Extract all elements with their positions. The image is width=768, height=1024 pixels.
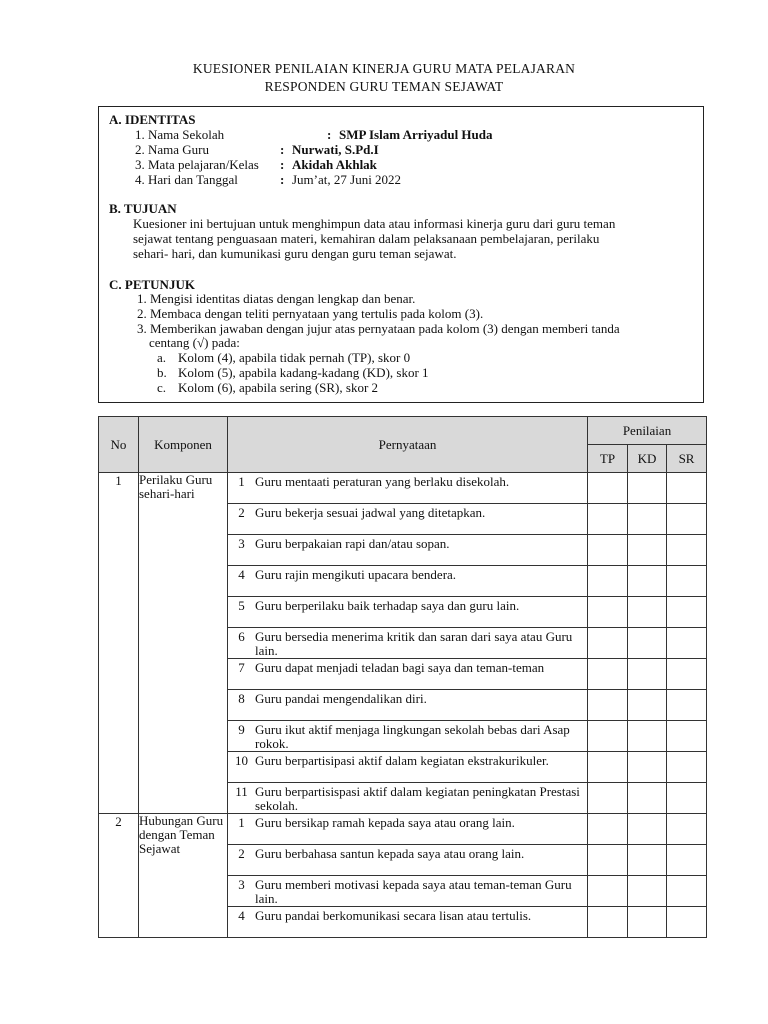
- kd-cell[interactable]: [628, 473, 667, 504]
- statement-text: Guru pandai berkomunikasi secara lisan atau tertulis.: [255, 908, 532, 923]
- statement-text: Guru bersedia menerima kritik dan saran dari saya atau Guru lain.: [255, 629, 573, 658]
- petunjuk-sub-letter: b.: [157, 365, 167, 380]
- tp-cell[interactable]: [588, 504, 628, 535]
- statement-number: 4: [238, 567, 245, 582]
- statement-text: Guru berbahasa santun kepada saya atau orang lain.: [255, 846, 525, 861]
- field-value-date: Jum’at, 27 Juni 2022: [292, 172, 402, 187]
- petunjuk-sub-text: Kolom (5), apabila kadang-kadang (KD), skor 1: [178, 365, 429, 380]
- kd-cell[interactable]: [628, 814, 667, 845]
- statement-number: 4: [238, 908, 245, 923]
- statement-number: 1: [238, 815, 245, 830]
- tp-cell[interactable]: [588, 597, 628, 628]
- sr-cell[interactable]: [667, 814, 707, 845]
- sr-cell[interactable]: [667, 535, 707, 566]
- sr-cell[interactable]: [667, 473, 707, 504]
- tujuan-line: sehari- hari, dan kumunikasi guru dengan guru teman sejawat.: [133, 246, 457, 261]
- sr-cell[interactable]: [667, 659, 707, 690]
- kd-cell[interactable]: [628, 783, 667, 814]
- sr-cell[interactable]: [667, 721, 707, 752]
- kd-cell[interactable]: [628, 690, 667, 721]
- sr-cell[interactable]: [667, 783, 707, 814]
- kd-cell[interactable]: [628, 597, 667, 628]
- petunjuk-item: 2. Membaca dengan teliti pernyataan yang tertulis pada kolom (3).: [137, 306, 484, 321]
- header-kd: KD: [628, 445, 667, 473]
- tp-cell[interactable]: [588, 783, 628, 814]
- tp-cell[interactable]: [588, 721, 628, 752]
- header-pernyataan: Pernyataan: [228, 417, 588, 473]
- tujuan-heading: B. TUJUAN: [109, 201, 177, 216]
- field-value-subject: Akidah Akhlak: [292, 157, 377, 172]
- group-komponen: Hubungan Guru dengan Teman Sejawat: [139, 814, 228, 938]
- statement-number: 8: [238, 691, 245, 706]
- field-label-school: 1. Nama Sekolah: [135, 127, 225, 142]
- field-label-subject: 3. Mata pelajaran/Kelas: [135, 157, 259, 172]
- tp-cell[interactable]: [588, 907, 628, 938]
- group-number: 2: [99, 814, 139, 938]
- table-row: [99, 814, 707, 845]
- sr-cell[interactable]: [667, 752, 707, 783]
- kd-cell[interactable]: [628, 566, 667, 597]
- field-colon: :: [280, 157, 285, 172]
- statement-text: Guru mentaati peraturan yang berlaku disekolah.: [255, 474, 510, 489]
- sr-cell[interactable]: [667, 690, 707, 721]
- tp-cell[interactable]: [588, 814, 628, 845]
- kd-cell[interactable]: [628, 907, 667, 938]
- statement-text: Guru memberi motivasi kepada saya atau teman-teman Guru lain.: [255, 877, 572, 906]
- statement-text: Guru berpartisipasi aktif dalam kegiatan ekstrakurikuler.: [255, 753, 549, 768]
- group-komponen: Perilaku Guru sehari-hari: [139, 473, 228, 814]
- statement-text: Guru berpartisispasi aktif dalam kegiatan peningkatan Prestasi sekolah.: [255, 784, 580, 813]
- document-subtitle: RESPONDEN GURU TEMAN SEJAWAT: [264, 79, 504, 94]
- sr-cell[interactable]: [667, 504, 707, 535]
- field-label-teacher: 2. Nama Guru: [135, 142, 210, 157]
- table-row: [99, 473, 707, 504]
- statement-number: 10: [235, 753, 248, 768]
- statement-number: 7: [238, 660, 245, 675]
- tp-cell[interactable]: [588, 845, 628, 876]
- statement-number: 2: [238, 846, 245, 861]
- petunjuk-item: centang (√) pada:: [149, 335, 240, 350]
- statement-number: 9: [238, 722, 245, 737]
- field-colon: :: [327, 127, 332, 142]
- tp-cell[interactable]: [588, 473, 628, 504]
- statement-text: Guru pandai mengendalikan diri.: [255, 691, 427, 706]
- tp-cell[interactable]: [588, 690, 628, 721]
- instructions-box: [98, 106, 704, 403]
- identitas-heading: A. IDENTITAS: [109, 112, 196, 127]
- statement-number: 6: [238, 629, 245, 644]
- statement-text: Guru rajin mengikuti upacara bendera.: [255, 567, 457, 582]
- statement-number: 1: [238, 474, 245, 489]
- petunjuk-item: 3. Memberikan jawaban dengan jujur atas pernyataan pada kolom (3) dengan memberi tanda: [137, 321, 620, 336]
- tp-cell[interactable]: [588, 752, 628, 783]
- tp-cell[interactable]: [588, 628, 628, 659]
- field-label-date: 4. Hari dan Tanggal: [135, 172, 238, 187]
- statement-number: 5: [238, 598, 245, 613]
- statement-text: Guru bersikap ramah kepada saya atau orang lain.: [255, 815, 515, 830]
- header-sr: SR: [667, 445, 707, 473]
- kd-cell[interactable]: [628, 659, 667, 690]
- header-komponen: Komponen: [139, 417, 228, 473]
- tp-cell[interactable]: [588, 535, 628, 566]
- kd-cell[interactable]: [628, 845, 667, 876]
- group-number: 1: [99, 473, 139, 814]
- sr-cell[interactable]: [667, 566, 707, 597]
- tujuan-line: sejawat tentang penguasaan materi, kemahiran dalam pelaksanaan pembelajaran, perilaku: [133, 231, 600, 246]
- tp-cell[interactable]: [588, 659, 628, 690]
- petunjuk-sub-letter: a.: [157, 350, 167, 365]
- statement-number: 2: [238, 505, 245, 520]
- field-value-teacher: Nurwati, S.Pd.I: [292, 142, 379, 157]
- header-no: No: [99, 417, 139, 473]
- petunjuk-sub-text: Kolom (4), apabila tidak pernah (TP), skor 0: [178, 350, 411, 365]
- tp-cell[interactable]: [588, 566, 628, 597]
- sr-cell[interactable]: [667, 876, 707, 907]
- questionnaire-table: [98, 416, 707, 938]
- statement-number: 3: [238, 536, 245, 551]
- kd-cell[interactable]: [628, 628, 667, 659]
- kd-cell[interactable]: [628, 535, 667, 566]
- statement-text: Guru berpakaian rapi dan/atau sopan.: [255, 536, 450, 551]
- statement-number: 11: [235, 784, 248, 799]
- petunjuk-sub-letter: c.: [157, 380, 167, 395]
- header-penilaian: Penilaian: [588, 417, 707, 445]
- statement-text: Guru berperilaku baik terhadap saya dan guru lain.: [255, 598, 520, 613]
- header-tp: TP: [588, 445, 628, 473]
- field-colon: :: [280, 142, 285, 157]
- sr-cell[interactable]: [667, 845, 707, 876]
- petunjuk-sub-text: Kolom (6), apabila sering (SR), skor 2: [178, 380, 379, 395]
- tp-cell[interactable]: [588, 876, 628, 907]
- sr-cell[interactable]: [667, 907, 707, 938]
- kd-cell[interactable]: [628, 876, 667, 907]
- petunjuk-item: 1. Mengisi identitas diatas dengan lengkap dan benar.: [137, 291, 416, 306]
- field-colon: :: [280, 172, 285, 187]
- kd-cell[interactable]: [628, 721, 667, 752]
- tujuan-line: Kuesioner ini bertujuan untuk menghimpun data atau informasi kinerja guru dari guru teman: [133, 216, 616, 231]
- statement-text: Guru ikut aktif menjaga lingkungan sekolah bebas dari Asap rokok.: [255, 722, 570, 751]
- document-title: KUESIONER PENILAIAN KINERJA GURU MATA PELAJARAN: [192, 61, 576, 76]
- field-value-school: SMP Islam Arriyadul Huda: [339, 127, 493, 142]
- statement-text: Guru dapat menjadi teladan bagi saya dan teman-teman: [255, 660, 545, 675]
- kd-cell[interactable]: [628, 504, 667, 535]
- sr-cell[interactable]: [667, 597, 707, 628]
- petunjuk-heading: C. PETUNJUK: [109, 277, 195, 292]
- kd-cell[interactable]: [628, 752, 667, 783]
- sr-cell[interactable]: [667, 628, 707, 659]
- statement-text: Guru bekerja sesuai jadwal yang ditetapkan.: [255, 505, 486, 520]
- statement-number: 3: [238, 877, 245, 892]
